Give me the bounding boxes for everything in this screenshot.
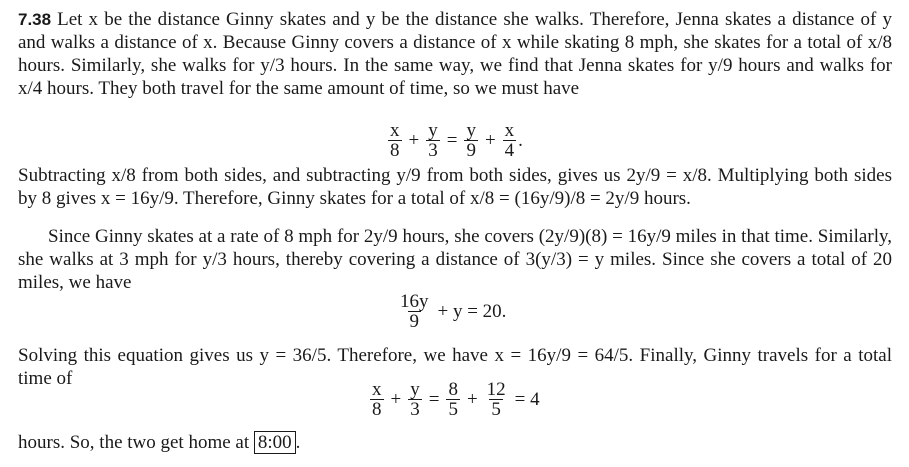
fraction: $\frac{y}{9}$ bbox=[466, 120, 476, 161]
paragraph-subtraction-text: Subtracting x/8 from both sides, and subtracting y/9 from both sides, gives us 2y/9 = x/8. Multiplying both sides by 8 gives x = 16y/9. Therefore, Ginny skates for a total of x/8 = (16y/9)/8 = 2y/9 hours. bbox=[18, 165, 892, 209]
fraction: $\frac{16y}{9}$ bbox=[400, 291, 429, 332]
equation-total-time: $\frac{x}{8}$ + $\frac{y}{3}$ = $\frac{8}{5}$ + $\frac{12}{5}$ = 4 bbox=[372, 379, 540, 420]
problem-number: 7.38 bbox=[18, 10, 52, 29]
fraction: $\frac{12}{5}$ bbox=[486, 379, 506, 420]
paragraph-setup-text: Let x be the distance Ginny skates and y be the distance she walks. Therefore, Jenna skates a distance of y and walks a distance of x. Because Ginny covers a distance of x while skating 8 mph, she skates for a total of x/8 hours. Similarly, she walks for y/3 hours. In the same way, we find that Jenna skates for y/9 hours and walks for x/4 hours. They both travel for the same amount of time, so we must have bbox=[18, 9, 892, 99]
fraction: $\frac{y}{3}$ bbox=[410, 379, 420, 420]
paragraph-conclusion: hours. So, the two get home at 8:00 . bbox=[18, 432, 301, 453]
equation-equal-times: $\frac{x}{8}$ + $\frac{y}{3}$ = $\frac{y}{9}$ + $\frac{x}{4}$ . bbox=[390, 120, 523, 161]
fraction: $\frac{8}{5}$ bbox=[448, 379, 458, 420]
paragraph-distance-text: Since Ginny skates at a rate of 8 mph for 2y/9 hours, she covers (2y/9)(8) = 16y/9 miles in that time. Similarly, she walks at 3 mph for y/3 hours, thereby covering a distance of 3(y/3) = y miles. Since she covers a total of 20 miles, we have bbox=[18, 226, 892, 293]
fraction: $\frac{x}{8}$ bbox=[372, 379, 382, 420]
fraction: $\frac{x}{4}$ bbox=[504, 120, 515, 161]
paragraph-subtraction bbox=[18, 164, 892, 210]
equation-total-distance: $\frac{16y}{9}$ + y = 20. bbox=[400, 291, 507, 332]
paragraph-solving-text: Solving this equation gives us y = 36/5. Therefore, we have x = 16y/9 = 64/5. Finally, Ginny travels for a total time of bbox=[18, 345, 892, 389]
paragraph-setup bbox=[18, 8, 892, 100]
fraction: $\frac{y}{3}$ bbox=[428, 120, 438, 161]
answer-box: 8:00 bbox=[254, 431, 296, 454]
paragraph-distance bbox=[18, 225, 892, 294]
fraction: $\frac{x}{8}$ bbox=[390, 120, 400, 161]
